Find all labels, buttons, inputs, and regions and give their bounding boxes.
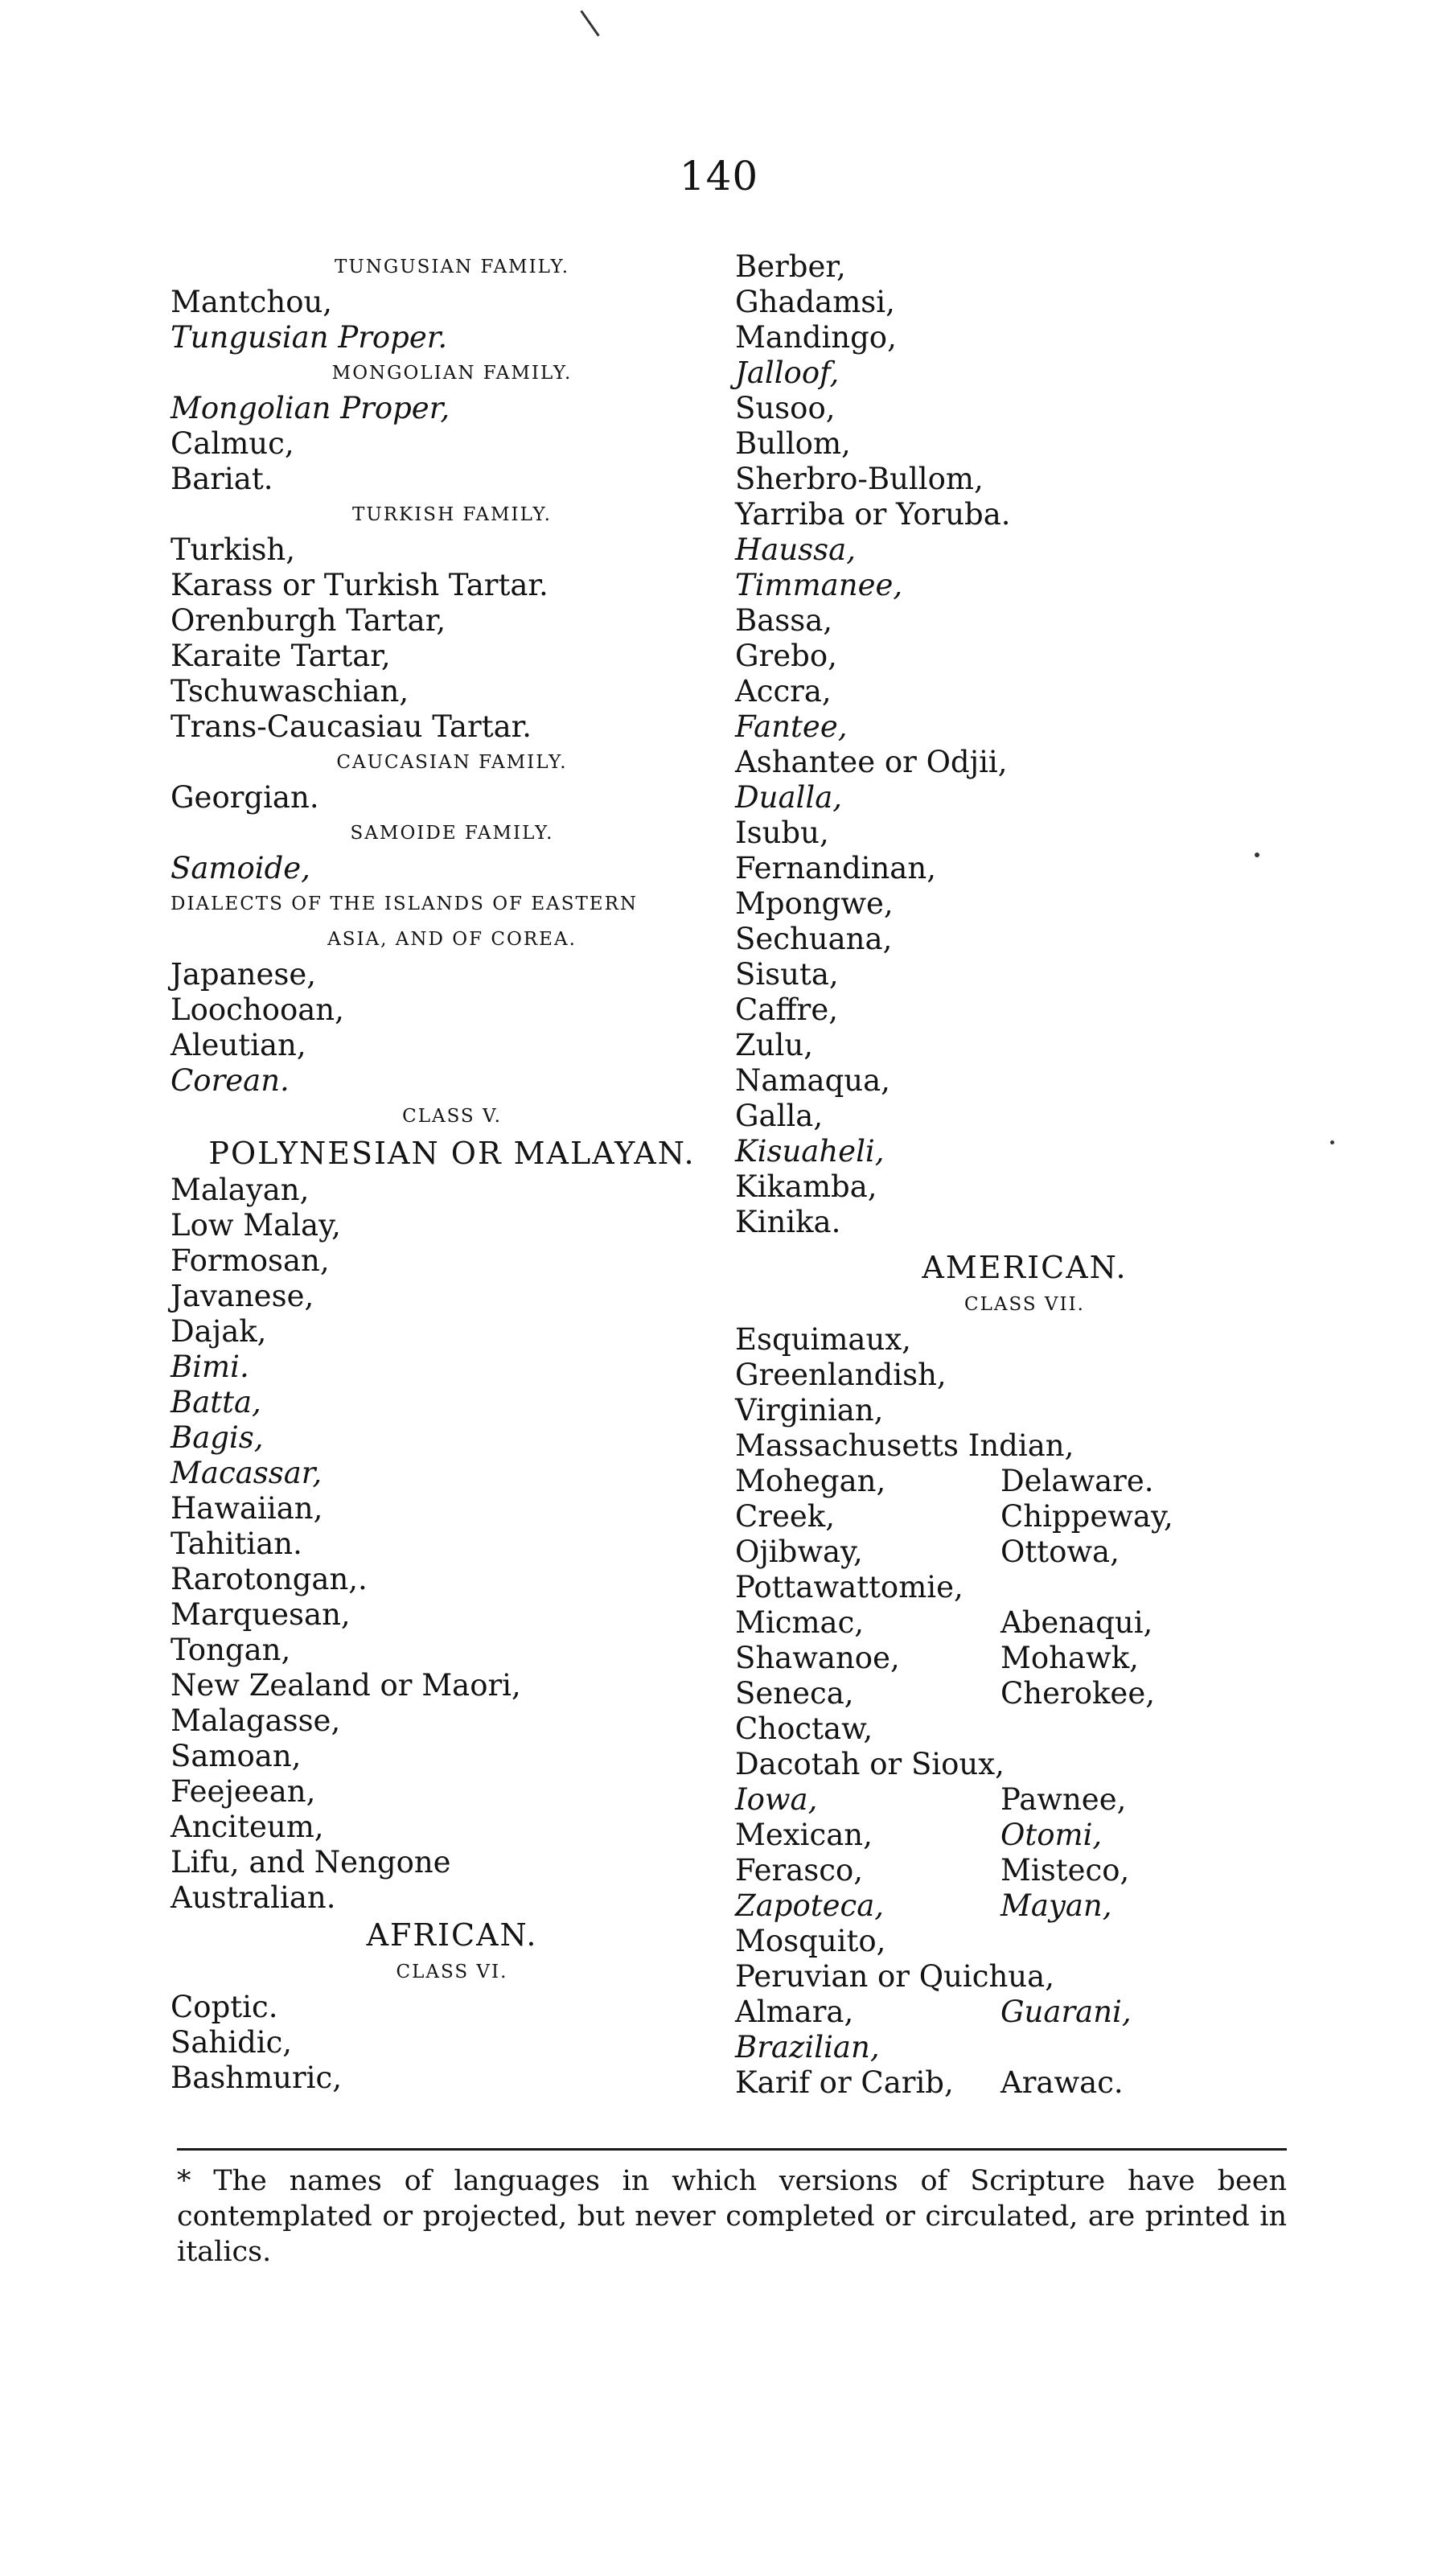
language-item: Berber, [735, 249, 846, 284]
language-item: Orenburgh Tartar, [171, 603, 446, 638]
tungusian-list [171, 285, 733, 355]
language-item: Mohegan, [735, 1464, 886, 1498]
language-item: Chippeway, [1000, 1499, 1173, 1534]
language-row [735, 1676, 1314, 1711]
language-item: Zapoteca, [735, 1888, 885, 1923]
language-row [735, 1924, 1314, 1959]
language-item: Formosan, [171, 1243, 330, 1278]
print-mark [580, 10, 599, 37]
language-item: Arawac. [1000, 2065, 1124, 2100]
language-item: Karaite Tartar, [171, 639, 391, 673]
language-item: Dajak, [171, 1314, 267, 1349]
language-item: Samoan, [171, 1739, 302, 1773]
language-item: Bagis, [171, 1420, 264, 1455]
language-item: Almara, [735, 1995, 854, 2029]
language-item: Mantchou, [171, 285, 333, 319]
language-item: Corean. [171, 1063, 290, 1098]
language-item: Yarriba or Yoruba. [735, 497, 1011, 532]
language-item: Bariat. [171, 462, 273, 496]
footnote-marker: * [177, 2165, 191, 2197]
language-item: Lifu, and Nengone [171, 1845, 451, 1880]
language-item: Javanese, [171, 1279, 314, 1313]
language-item: Isubu, [735, 816, 829, 850]
caucasian-heading: CAUCASIAN FAMILY. [336, 752, 568, 773]
mongolian-heading: MONGOLIAN FAMILY. [331, 363, 573, 384]
language-row [735, 2065, 1314, 2101]
print-mark [1255, 853, 1259, 857]
class-v-heading: CLASS V. [402, 1106, 502, 1127]
islands-heading-line2: ASIA, AND OF COREA. [327, 929, 577, 950]
language-item: Haussa, [735, 532, 856, 567]
language-item: Japanese, [171, 957, 317, 992]
language-item: Jalloof, [735, 355, 840, 390]
language-item: Trans-Caucasiau Tartar. [171, 709, 532, 744]
turkish-heading: TURKISH FAMILY. [352, 504, 552, 525]
language-item: Mpongwe, [735, 886, 894, 921]
african-continued-list [735, 249, 1314, 1240]
language-item: Karif or Carib, [735, 2065, 954, 2100]
language-item: Greenlandish, [735, 1358, 947, 1392]
language-item: Mosquito, [735, 1924, 886, 1958]
islands-heading-line1: DIALECTS OF THE ISLANDS OF EASTERN [171, 894, 639, 914]
language-item: Ashantee or Odjii, [735, 745, 1008, 779]
language-item: Iowa, [735, 1782, 818, 1817]
language-row [735, 1570, 1314, 1605]
language-item: Bassa, [735, 603, 833, 638]
language-item: Low Malay, [171, 1208, 341, 1243]
language-item: Sechuana, [735, 922, 893, 956]
turkish-list [171, 532, 733, 745]
language-item: Mexican, [735, 1818, 873, 1852]
language-item: Kinika. [735, 1205, 841, 1239]
tungusian-heading: TUNGUSIAN FAMILY. [334, 257, 570, 277]
language-row [735, 1711, 1314, 1747]
language-item: Galla, [735, 1099, 824, 1133]
language-item: Brazilian, [735, 2030, 880, 2064]
language-item: Micmac, [735, 1605, 865, 1640]
language-item: Sherbro-Bullom, [735, 462, 984, 496]
language-item: Bimi. [171, 1350, 249, 1384]
language-row [735, 1605, 1314, 1641]
language-item: Pottawattomie, [735, 1570, 963, 1604]
language-item: Susoo, [735, 391, 836, 425]
language-row [735, 1464, 1314, 1499]
language-item: Kisuaheli, [735, 1134, 885, 1169]
language-item: Fernandinan, [735, 851, 936, 885]
language-row [735, 2030, 1314, 2065]
samoide-list [171, 851, 733, 886]
language-row [735, 1959, 1314, 1995]
language-item: Seneca, [735, 1676, 854, 1711]
language-item: Ghadamsi, [735, 285, 895, 319]
language-item: Bullom, [735, 426, 851, 461]
language-item: Georgian. [171, 780, 319, 815]
language-item: Karass or Turkish Tartar. [171, 568, 548, 602]
language-row [735, 1747, 1314, 1782]
page-number: 140 [679, 153, 759, 199]
language-row [735, 1888, 1314, 1924]
african-list [171, 1990, 733, 2096]
language-item: Marquesan, [171, 1597, 351, 1632]
language-item: Accra, [735, 674, 832, 709]
language-item: Tschuwaschian, [171, 674, 409, 709]
language-item: New Zealand or Maori, [171, 1668, 521, 1703]
language-item: Feejeean, [171, 1774, 316, 1809]
language-item: Ferasco, [735, 1853, 864, 1888]
language-row [735, 1641, 1314, 1676]
language-item: Shawanoe, [735, 1641, 900, 1675]
footnote [177, 2163, 1287, 2270]
class-vi-heading: CLASS VI. [396, 1962, 508, 1982]
language-item: Calmuc, [171, 426, 294, 461]
language-item: Virginian, [735, 1393, 884, 1428]
language-item: Grebo, [735, 639, 837, 673]
language-item: Abenaqui, [1000, 1605, 1153, 1640]
language-item: Kikamba, [735, 1169, 877, 1204]
language-item: Namaqua, [735, 1063, 890, 1098]
class-v-title: POLYNESIAN OR MALAYAN. [208, 1136, 696, 1171]
language-row [735, 1995, 1314, 2030]
american-single-list [735, 1322, 1314, 1464]
language-item: Malayan, [171, 1173, 310, 1207]
language-item: Loochooan, [171, 992, 344, 1027]
american-rows [735, 1464, 1314, 2101]
samoide-heading: SAMOIDE FAMILY. [350, 823, 554, 844]
language-item: Esquimaux, [735, 1322, 911, 1357]
language-item: Peruvian or Quichua, [735, 1959, 1054, 1994]
language-item: Anciteum, [171, 1810, 324, 1844]
american-title: AMERICAN. [922, 1250, 1128, 1285]
language-item: Tahitian. [171, 1526, 302, 1561]
language-item: Batta, [171, 1385, 261, 1419]
african-title: AFRICAN. [366, 1917, 538, 1953]
language-item: Samoide, [171, 851, 310, 885]
left-column [171, 249, 733, 2096]
class-v-list [171, 1173, 733, 1916]
right-column [735, 249, 1314, 2101]
language-item: Turkish, [171, 532, 296, 567]
language-item: Ojibway, [735, 1535, 863, 1569]
language-item: Caffre, [735, 992, 839, 1027]
language-item: Dacotah or Sioux, [735, 1747, 1005, 1781]
language-item: Delaware. [1000, 1464, 1154, 1498]
language-row [735, 1853, 1314, 1888]
language-item: Guarani, [1000, 1995, 1132, 2029]
language-item: Australian. [171, 1880, 336, 1915]
language-item: Mandingo, [735, 320, 897, 355]
language-row [735, 1818, 1314, 1853]
language-item: Otomi, [1000, 1818, 1103, 1852]
language-item: Pawnee, [1000, 1782, 1127, 1817]
language-item: Mayan, [1000, 1888, 1112, 1923]
language-item: Mohawk, [1000, 1641, 1139, 1675]
language-item: Creek, [735, 1499, 835, 1534]
language-row [735, 1782, 1314, 1818]
language-item: Massachusetts Indian, [735, 1428, 1074, 1463]
footnote-rule [177, 2148, 1287, 2151]
language-item: Dualla, [735, 780, 843, 815]
language-item: Sisuta, [735, 957, 839, 992]
class-vii-heading: CLASS VII. [964, 1294, 1085, 1315]
language-item: Choctaw, [735, 1711, 873, 1746]
footnote-text: The names of languages in which versions of Scripture have been contemplated or projected, but never completed or circulated, are printed in italics. [177, 2165, 1287, 2268]
language-item: Macassar, [171, 1456, 323, 1490]
mongolian-list [171, 391, 733, 497]
language-item: Bashmuric, [171, 2060, 342, 2095]
print-mark [1330, 1140, 1334, 1144]
language-row [735, 1535, 1314, 1570]
islands-list [171, 957, 733, 1099]
language-item: Malagasse, [171, 1703, 341, 1738]
language-item: Tungusian Proper. [171, 320, 448, 355]
language-item: Cherokee, [1000, 1676, 1155, 1711]
language-item: Timmanee, [735, 568, 903, 602]
language-item: Aleutian, [171, 1028, 306, 1062]
language-item: Rarotongan,. [171, 1562, 368, 1596]
language-item: Tongan, [171, 1633, 291, 1667]
language-item: Zulu, [735, 1028, 813, 1062]
language-item: Fantee, [735, 709, 848, 744]
language-item: Sahidic, [171, 2025, 293, 2060]
language-item: Misteco, [1000, 1853, 1130, 1888]
language-item: Ottowa, [1000, 1535, 1120, 1569]
language-row [735, 1499, 1314, 1535]
language-item: Hawaiian, [171, 1491, 323, 1526]
language-item: Coptic. [171, 1990, 278, 2024]
language-item: Mongolian Proper, [171, 391, 450, 425]
caucasian-list [171, 780, 733, 816]
